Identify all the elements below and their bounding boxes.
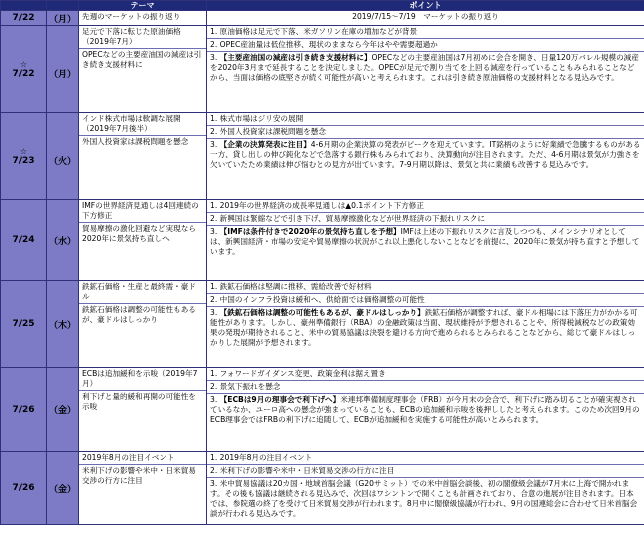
date-text: 7/24 (12, 235, 35, 245)
point-text: OPEC産油量は低位推移、現状のままなら今年はやや需要超過か (219, 40, 438, 49)
star-icon: ☆ (19, 146, 28, 156)
point-number: 2. (210, 466, 218, 475)
point-item (207, 294, 644, 307)
point-number: 3. (210, 140, 218, 149)
topic-subtitle[interactable]: OPECなどの主要産油国の減産は引き続き支援材料に (79, 48, 206, 71)
date-text: 7/22 (12, 68, 35, 79)
point-number: 3. (210, 479, 218, 488)
point-number: 2. (210, 127, 218, 136)
point-item (207, 478, 644, 520)
point-item (207, 381, 644, 394)
topic-subtitle[interactable]: 貿易摩擦の激化回避など実現なら2020年に景気持ち直しへ (79, 222, 206, 245)
point-item (207, 26, 644, 39)
topic-title[interactable]: 2019年8月の注目イベント (82, 453, 175, 462)
point-number: 3. (210, 227, 218, 236)
point-text: OPECなどの主要産油国は7月初めに会合を開き、日量120万バレル規模の減産を2020年3月まで延長することを決定しました。OPECが足元で割り当てを上回る減産を行っていることもみられることなどから、当面は価格の底堅さが続く可能性が高いと考えられます。これは引き続き原油価格の支援材料となる見込みです。 (210, 53, 639, 82)
point-text: 鉄鉱石価格が調整すれば、豪ドル相場には下落圧力がかかる可能性があります。しかし、豪州準備銀行（RBA）の金融政策は当面、現状維持が予想されることや、所得税減税などの政策効果の発現が期待されること、米中の貿易協議は決裂を避ける方向で進められるとみられることなどから、総じて豪ドルはしっかりした展開が予想されます。 (210, 308, 638, 347)
point-number: 1. (210, 114, 218, 123)
point-item (207, 52, 644, 84)
point-text: 中国のインフラ投資は緩和へ、供給面では価格調整の可能性 (219, 295, 425, 304)
weekday-cell (47, 113, 79, 200)
date-text: 7/23 (12, 155, 35, 166)
topic-cell (79, 11, 207, 26)
topic-cell (79, 452, 207, 525)
date-text: 7/26 (12, 483, 35, 493)
header-topic: テーマ (79, 1, 207, 11)
point-item (207, 307, 644, 349)
weekday-cell (47, 200, 79, 281)
point-number: 1. (210, 282, 218, 291)
topic-cell (79, 113, 207, 200)
point-number: 2. (210, 40, 218, 49)
point-item (207, 281, 644, 294)
point-item (207, 452, 644, 465)
date-cell (1, 368, 47, 452)
point-item (207, 368, 644, 381)
point-item (207, 39, 644, 52)
date-text: 7/25 (12, 319, 35, 329)
point-text: 景気下振れを懸念 (219, 382, 281, 391)
topic-title[interactable]: 鉄鉱石価格・生産と最終需・豪ドル (82, 282, 196, 301)
weekday-cell (47, 281, 79, 368)
point-number: 1. (210, 27, 218, 36)
weekday-text: （金） (48, 484, 76, 495)
point-item (207, 226, 644, 258)
point-item (207, 113, 644, 126)
point-text: 鉄鉱石価格は堅調に推移、需給改善で好材料 (219, 282, 372, 291)
date-text: 7/22 (12, 13, 35, 23)
weekday-text: （金） (48, 406, 76, 416)
topic-subtitle[interactable]: 鉄鉱石価格は調整の可能性もあるが、豪ドルはしっかり (79, 303, 206, 326)
point-number: 1. (210, 201, 218, 210)
topic-title[interactable]: インド株式市場は軟調な展開（2019年7月後半） (82, 114, 181, 133)
table-row (1, 452, 644, 525)
topic-cell (79, 281, 207, 368)
table-body (1, 11, 644, 525)
point-text: 新興国は緊縮などで引き下げ、貿易摩擦激化などが世界経済の下振れリスクに (219, 214, 485, 223)
date-cell (1, 26, 47, 113)
weekday-text: （月） (48, 70, 76, 80)
date-cell (1, 452, 47, 525)
point-text: 外国人投資家は課税問題を懸念 (219, 127, 326, 136)
point-text: 米利下げの影響や米中・日米貿易交渉の行方に注目 (219, 466, 395, 475)
point-cell (207, 26, 644, 113)
header-date (1, 1, 47, 11)
point-cell (207, 200, 644, 281)
point-heading: 【鉄鉱石価格は調整の可能性もあるが、豪ドルはしっかり】 (219, 308, 425, 317)
table-row (1, 26, 644, 113)
table-row (1, 113, 644, 200)
point-text: フォワードガイダンス変更、政策金利は据え置き (219, 369, 386, 378)
topic-subtitle[interactable]: 米利下げの影響や米中・日米貿易交渉の行方に注目 (79, 464, 206, 487)
weekday-text: （月） (48, 14, 76, 25)
point-text: IMFは上述の下振れリスクに言及しつつも、メインシナリオとしては、新興国経済・市場の安定や貿易摩擦の状況がこれ以上悪化しないことなどを前提に、2020年に景気が持ち直すと予想しています。 (210, 227, 640, 256)
date-text: 7/26 (12, 404, 35, 415)
point-heading: 【主要産油国の減産は引き続き支援材料に】 (219, 53, 372, 62)
point-text: 米連邦準備制度理事会（FRB）が今月末の会合で、利下げに踏み切ることが確実視されているなか、ユーロ高への懸念が強まっていることも、ECBの追加緩和示唆を後押ししたと考えられます。このため次回9月のECB理事会ではFRBの利下げに追随して、ECBが追加緩和を実施する可能性が高いとみられます。 (210, 395, 640, 424)
point-cell (207, 452, 644, 525)
point-text: 2019年8月の注目イベント (219, 453, 313, 462)
weekday-cell (47, 26, 79, 113)
point-number: 3. (210, 53, 218, 62)
point-cell (207, 11, 644, 26)
topic-cell (79, 26, 207, 113)
star-icon: ☆ (19, 59, 28, 69)
date-cell (1, 11, 47, 26)
date-cell (1, 281, 47, 368)
header-row (1, 1, 644, 11)
weekday-text: （火） (48, 157, 76, 167)
topic-subtitle[interactable]: 利下げと量的緩和再開の可能性を示唆 (79, 390, 206, 413)
weekday-cell (47, 452, 79, 525)
date-cell (1, 200, 47, 281)
weekday-cell (47, 368, 79, 452)
weekday-text: （木） (48, 320, 76, 331)
point-text: 2019年の世界経済の成長率見通しは▲0.1ポイント下方修正 (219, 201, 424, 210)
point-number: 2. (210, 214, 218, 223)
point-number: 1. (210, 453, 218, 462)
point-number: 1. (210, 369, 218, 378)
point-heading: 【ECBは9月の理事会で利下げへ】 (219, 395, 341, 404)
point-text: 4-6月期の企業決算の発表がピークを迎えています。IT銘柄のように好業績で急騰するものがある一方、貸し出しの伸び鈍化などで急落する銀行株もみられており、決算動向が注目されます。ただ、4-6月期は景気が力強さを欠いていたため業績は伸び悩むとの見方が出ています。7-9月期以降は、景気と共に業績も改善する見込みです。 (210, 140, 641, 169)
point-heading: 【IMFは条件付きで2020年の景気持ち直しを予想】 (219, 227, 401, 236)
point-number: 3. (210, 308, 218, 317)
point-item (207, 465, 644, 478)
point-cell (207, 368, 644, 452)
point-item (207, 394, 644, 426)
table-row (1, 11, 644, 26)
point-cell (207, 281, 644, 368)
topic-title[interactable]: ECBは追加緩和を示唆（2019年7月） (82, 369, 198, 388)
topic-title[interactable]: 先週のマーケットの振り返り (82, 12, 181, 21)
weekday-cell (47, 11, 79, 26)
point-number: 2. (210, 382, 218, 391)
topic-cell (79, 200, 207, 281)
point-item (207, 139, 644, 171)
date-cell (1, 113, 47, 200)
header-point: ポイント (207, 1, 644, 11)
point-item (207, 213, 644, 226)
point-heading: 【企業の決算発表に注目】 (219, 140, 311, 149)
point-number: 2. (210, 295, 218, 304)
point-item (207, 126, 644, 139)
point-text: 米中貿易協議は20カ国・地域首脳会議（G20サミット）での米中首脳会談後、初の閣僚級会議が7月末に上海で開かれます。その後も協議は継続される見込みで、次回はワシントンで開くことも計画されており、合意の進展が注目されます。日本では、参院選の終了を受けて日米貿易交渉が行われます。8月中に閣僚級協議が行われ、9月の国連総会に合わせて日米首脳会談が行われる見込みです。 (210, 479, 638, 518)
point-text: 株式市場はジリ安の展開 (219, 114, 304, 123)
topic-subtitle[interactable]: 外国人投資家は課税問題を懸念 (79, 135, 206, 148)
table-row (1, 281, 644, 368)
table-row (1, 200, 644, 281)
point-text: 原油価格は足元で下落、米ガソリン在庫の増加などが背景 (219, 27, 418, 36)
point-text: 2019/7/15～7/19 マーケットの振り返り (352, 12, 499, 21)
point-cell (207, 113, 644, 200)
topic-title[interactable]: IMFの世界経済見通しは4回連続の下方修正 (82, 201, 199, 220)
weekday-text: （水） (48, 236, 76, 247)
point-number: 3. (210, 395, 218, 404)
header-dow (47, 1, 79, 11)
point-item (207, 200, 644, 213)
topic-cell (79, 368, 207, 452)
table-row (1, 368, 644, 452)
topic-title[interactable]: 足元で下落に転じた原油価格（2019年7月） (82, 27, 181, 46)
